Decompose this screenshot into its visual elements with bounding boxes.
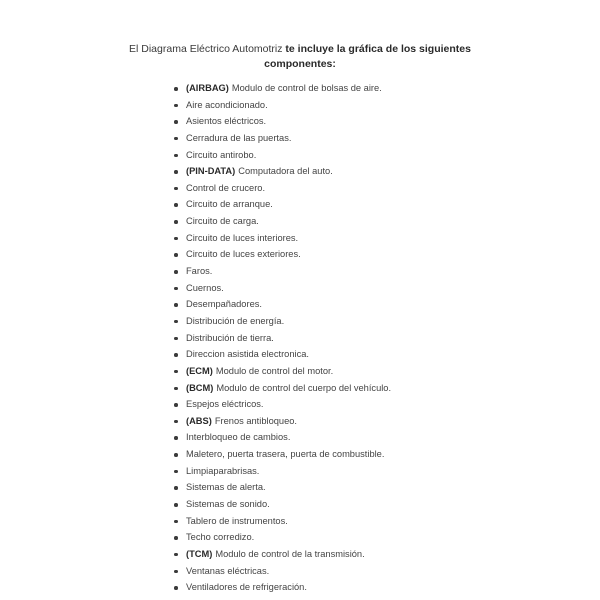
bullet-icon <box>174 170 178 174</box>
component-text: Aire acondicionado. <box>186 99 268 110</box>
list-item <box>172 563 592 580</box>
component-text: Modulo de control de la transmisión. <box>215 548 365 559</box>
list-item <box>172 513 592 530</box>
component-text: Espejos eléctricos. <box>186 399 264 410</box>
bullet-icon <box>174 320 178 324</box>
component-text: Cerradura de las puertas. <box>186 132 292 143</box>
component-text: Maletero, puerta trasera, puerta de combustible. <box>186 449 385 460</box>
component-text: Frenos antibloqueo. <box>214 415 298 426</box>
list-item <box>172 163 592 180</box>
component-code: (TCM) <box>186 548 213 559</box>
component-text: Tablero de instrumentos. <box>186 515 288 526</box>
list-item <box>172 446 592 463</box>
component-text: Circuito de arranque. <box>186 199 273 210</box>
list-item <box>172 246 592 263</box>
component-text: Distribución de tierra. <box>186 332 274 343</box>
bullet-icon <box>174 237 178 241</box>
bullet-icon <box>174 104 178 108</box>
component-text: Desempañadores. <box>186 299 262 310</box>
component-code: (ABS) <box>186 415 212 426</box>
bullet-icon <box>174 303 178 307</box>
list-item <box>172 429 592 446</box>
bullet-icon <box>174 353 178 357</box>
bullet-icon <box>174 87 178 91</box>
bullet-icon <box>174 486 178 490</box>
bullet-icon <box>174 586 178 590</box>
component-text: Control de crucero. <box>186 182 266 193</box>
list-item <box>172 579 592 596</box>
component-text: Limpiaparabrisas. <box>186 465 260 476</box>
list-item <box>172 529 592 546</box>
intro-plain-text: El Diagrama Eléctrico Automotriz <box>129 43 286 55</box>
bullet-icon <box>174 520 178 524</box>
bullet-icon <box>174 370 178 374</box>
list-item <box>172 330 592 347</box>
list-item <box>172 296 592 313</box>
component-text: Modulo de control del motor. <box>215 365 334 376</box>
component-text: Sistemas de sonido. <box>186 499 270 510</box>
component-text: Circuito de luces exteriores. <box>186 249 301 260</box>
bullet-icon <box>174 453 178 457</box>
list-item <box>172 479 592 496</box>
component-text: Circuito de carga. <box>186 216 259 227</box>
bullet-icon <box>174 120 178 124</box>
bullet-icon <box>174 436 178 440</box>
component-text: Asientos eléctricos. <box>186 116 267 127</box>
list-item <box>172 196 592 213</box>
list-item <box>172 180 592 197</box>
list-item <box>172 130 592 147</box>
intro-bold-text-line2: componentes: <box>264 58 336 70</box>
bullet-icon <box>174 337 178 341</box>
bullet-icon <box>174 154 178 158</box>
bullet-icon <box>174 570 178 574</box>
component-text: Interbloqueo de cambios. <box>186 432 291 443</box>
component-text: Direccion asistida electronica. <box>186 349 309 360</box>
intro-paragraph <box>0 42 600 72</box>
list-item <box>172 147 592 164</box>
component-text: Cuernos. <box>186 282 224 293</box>
list-item <box>172 97 592 114</box>
component-code: (PIN-DATA) <box>186 166 236 177</box>
bullet-icon <box>174 270 178 274</box>
bullet-icon <box>174 536 178 540</box>
component-text: Faros. <box>186 266 213 277</box>
list-item <box>172 313 592 330</box>
list-item <box>172 280 592 297</box>
component-text: Distribución de energía. <box>186 315 285 326</box>
bullet-icon <box>174 387 178 391</box>
bullet-icon <box>174 553 178 557</box>
component-code: (AIRBAG) <box>186 83 229 93</box>
component-text: Ventanas eléctricas. <box>186 565 270 576</box>
component-text: Ventiladores de refrigeración. <box>186 582 307 593</box>
bullet-icon <box>174 503 178 507</box>
list-item <box>172 263 592 280</box>
bullet-icon <box>174 253 178 257</box>
intro-bold-text-line1: te incluye la gráfica de los siguientes <box>285 43 471 55</box>
list-item <box>172 463 592 480</box>
bullet-icon <box>174 220 178 224</box>
bullet-icon <box>174 420 178 424</box>
component-text: Techo corredizo. <box>186 532 255 543</box>
list-item <box>172 496 592 513</box>
component-text: Sistemas de alerta. <box>186 482 266 493</box>
list-item <box>172 346 592 363</box>
component-text: Computadora del auto. <box>238 166 333 177</box>
component-code: (ECM) <box>186 365 213 376</box>
list-item <box>172 546 592 563</box>
list-item <box>172 380 592 397</box>
component-text: Modulo de control del cuerpo del vehículo. <box>216 382 392 393</box>
list-item <box>172 230 592 247</box>
component-list <box>172 80 592 596</box>
bullet-icon <box>174 403 178 407</box>
bullet-icon <box>174 470 178 474</box>
bullet-icon <box>174 203 178 207</box>
bullet-icon <box>174 137 178 141</box>
bullet-icon <box>174 187 178 191</box>
component-text: Modulo de control de bolsas de aire. <box>231 83 382 93</box>
bullet-icon <box>174 287 178 291</box>
component-code: (BCM) <box>186 382 214 393</box>
list-item <box>172 413 592 430</box>
component-text: Circuito antirobo. <box>186 149 257 160</box>
list-item <box>172 363 592 380</box>
list-item <box>172 396 592 413</box>
component-text: Circuito de luces interiores. <box>186 232 299 243</box>
list-item <box>172 80 592 97</box>
list-item <box>172 113 592 130</box>
list-item <box>172 213 592 230</box>
